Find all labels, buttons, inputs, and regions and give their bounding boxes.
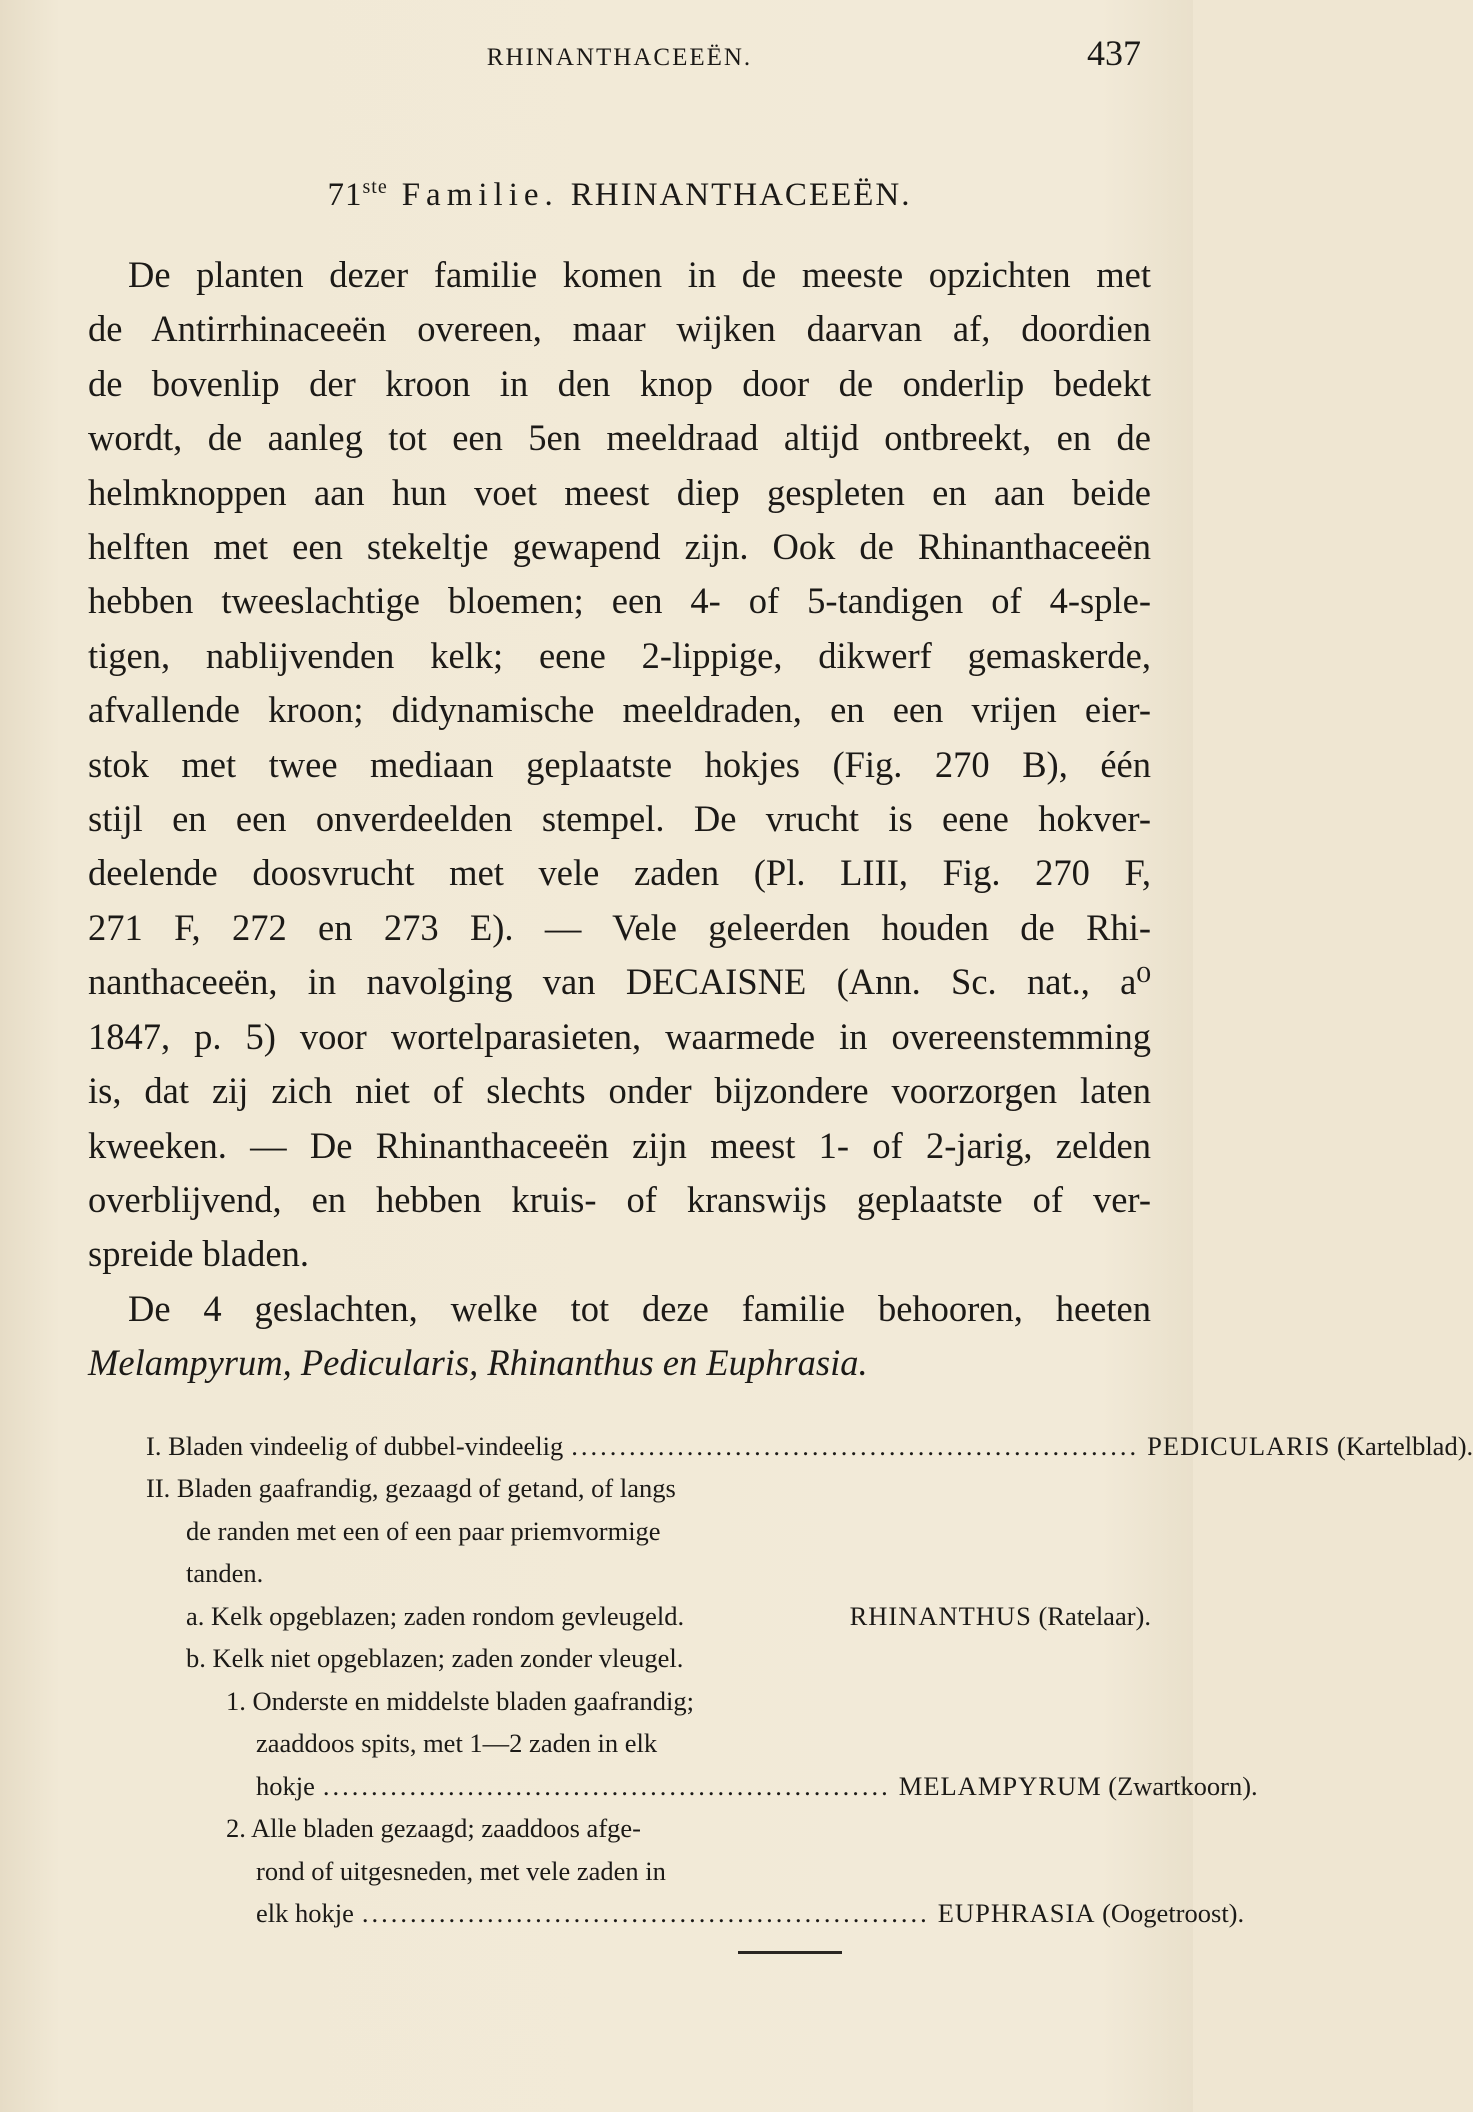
family-heading (88, 176, 1151, 214)
leader-dots: ........................................................... (361, 1898, 930, 1929)
key-label: 1. Onderste en middelste bladen gaafrandig; (226, 1685, 695, 1716)
text-line: de Antirrhinaceeën overeen, maar wijken daarvan af, doordien (88, 308, 1151, 350)
key-label: II. Bladen gaafrandig, gezaagd of getand, of langs (146, 1473, 676, 1504)
key-entry-b2 (88, 1807, 1151, 1850)
key-entry-a (88, 1595, 1151, 1638)
paragraph-family-description (88, 248, 1151, 1282)
key-label: elk hokje (256, 1898, 354, 1929)
family-number-suffix: ste (362, 176, 388, 198)
key-label: zaaddoos spits, met 1—2 zaden in elk (256, 1728, 658, 1759)
text-line: nanthaceeën, in navolging van DECAISNE (Ann. Sc. nat., a⁰ (88, 961, 1151, 1003)
key-genus: RHINANTHUS (849, 1600, 1032, 1631)
key-label: de randen met een of een paar priemvormige (186, 1515, 661, 1546)
key-genus: PEDICULARIS (1147, 1430, 1331, 1461)
key-continuation (88, 1850, 1151, 1893)
key-genus: MELAMPYRUM (898, 1770, 1102, 1801)
text-line: helmknoppen aan hun voet meest diep gespleten en aan beide (88, 471, 1151, 513)
text-line: afvallende kroon; didynamische meeldraden, en een vrijen eier- (88, 689, 1151, 731)
text-line: De 4 geslachten, welke tot deze familie behooren, heeten (128, 1287, 1151, 1329)
key-common-name: (Ratelaar). (1038, 1600, 1151, 1631)
text-line: De planten dezer familie komen in de meeste opzichten met (128, 254, 1151, 295)
key-common-name: (Kartelblad). (1337, 1430, 1473, 1461)
text-line: deelende doosvrucht met vele zaden (Pl. LIII, Fig. 270 F, (88, 852, 1151, 894)
text-line: kweeken. — De Rhinanthaceeën zijn meest 1- of 2-jarig, zelden (88, 1124, 1151, 1166)
key-common-name: (Oogetroost). (1102, 1898, 1245, 1929)
key-label: 2. Alle bladen gezaagd; zaaddoos afge- (226, 1813, 641, 1844)
text-line: 1847, p. 5) voor wortelparasieten, waarmede in overeenstemming (88, 1015, 1151, 1057)
text-line: stijl en een onverdeelden stempel. De vrucht is eene hokver- (88, 798, 1151, 840)
genera-list: Melampyrum, Pedicularis, Rhinanthus en Euphrasia. (88, 1342, 868, 1384)
key-continuation (88, 1552, 1151, 1595)
key-label: I. Bladen vindeelig of dubbel-vindeelig (146, 1430, 564, 1461)
key-continuation (88, 1892, 1245, 1935)
leader-dots: ........................................................... (322, 1770, 891, 1801)
key-genus: EUPHRASIA (937, 1898, 1096, 1929)
identification-key (88, 1425, 1473, 1935)
text-line: 271 F, 272 en 273 E). — Vele geleerden houden de Rhi- (88, 906, 1151, 948)
key-label: tanden. (186, 1558, 264, 1589)
running-title: RHINANTHACEEËN. (486, 44, 753, 71)
key-label: a. Kelk opgeblazen; zaden rondom gevleugeld. (186, 1600, 685, 1631)
key-label: b. Kelk niet opgeblazen; zaden zonder vleugel. (186, 1643, 684, 1674)
page-number: 437 (1087, 33, 1141, 73)
key-entry-i (88, 1425, 1473, 1468)
text-line: stok met twee mediaan geplaatste hokjes (Fig. 270 B), één (88, 743, 1151, 785)
text-line: helften met een stekeltje gewapend zijn. Ook de Rhinanthaceeën (88, 526, 1151, 568)
section-rule (738, 1951, 842, 1954)
text-line: hebben tweeslachtige bloemen; een 4- of 5-tandigen of 4-sple- (88, 580, 1151, 622)
key-continuation (88, 1765, 1258, 1808)
paragraph-genera (88, 1282, 1151, 1391)
text-line: spreide bladen. (88, 1233, 309, 1275)
key-entry-b1 (88, 1680, 1151, 1723)
text-line: is, dat zij zich niet of slechts onder bijzondere voorzorgen laten (88, 1070, 1151, 1112)
text-line: wordt, de aanleg tot een 5en meeldraad altijd ontbreekt, en de (88, 417, 1151, 459)
running-header (88, 26, 1151, 82)
key-entry-b (88, 1637, 1151, 1680)
key-label: hokje (256, 1770, 315, 1801)
text-line: overblijvend, en hebben kruis- of kranswijs geplaatste of ver- (88, 1178, 1151, 1220)
text-line: tigen, nablijvenden kelk; eene 2-lippige, dikwerf gemaskerde, (88, 634, 1151, 676)
text-line: de bovenlip der kroon in den knop door de onderlip bedekt (88, 362, 1151, 404)
key-label: rond of uitgesneden, met vele zaden in (256, 1855, 666, 1886)
family-number: 71 (327, 177, 363, 213)
key-continuation (88, 1510, 1151, 1553)
family-word: Familie. (401, 177, 559, 213)
key-common-name: (Zwartkoorn). (1108, 1770, 1258, 1801)
family-name: RHINANTHACEEËN. (570, 177, 912, 213)
key-entry-ii (88, 1467, 1151, 1510)
key-continuation (88, 1722, 1151, 1765)
leader-dots: ........................................................... (571, 1430, 1140, 1461)
